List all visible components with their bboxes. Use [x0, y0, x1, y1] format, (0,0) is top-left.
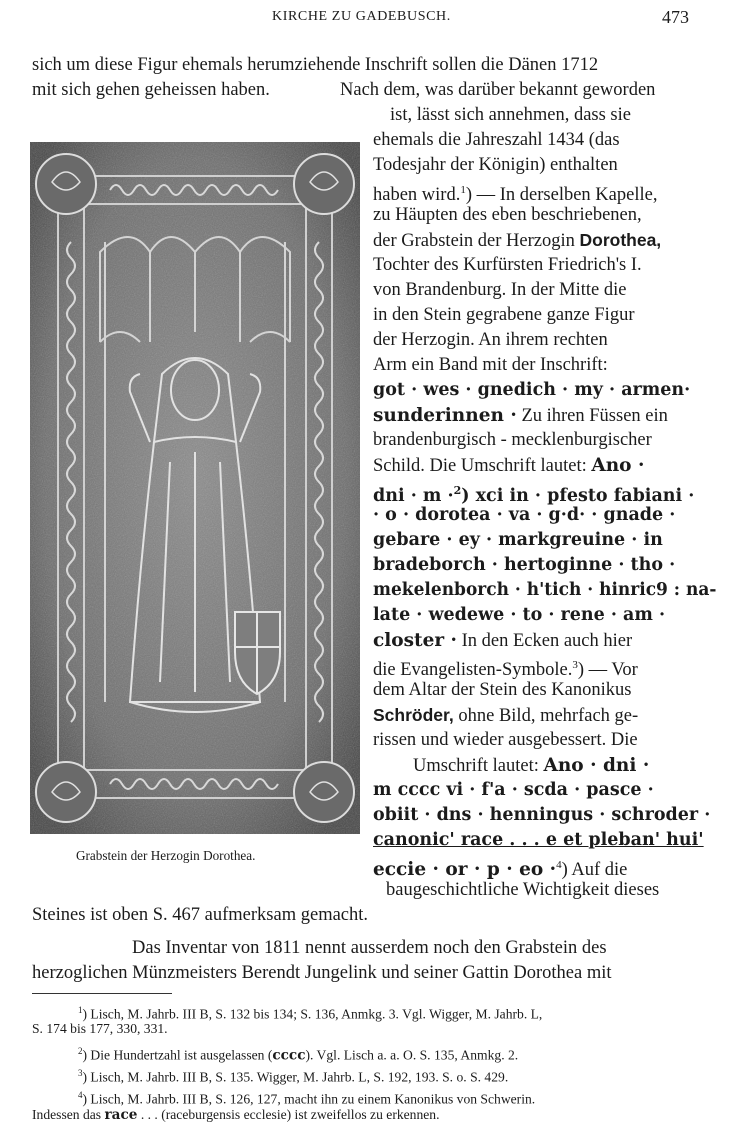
body-line: von Brandenburg. In der Mitte die [373, 280, 627, 300]
body-line: sich um diese Figur ehemals herumziehende Inschrift sollen die Dänen 1712 [32, 55, 599, 75]
body-line: Todesjahr der Königin) enthalten [373, 155, 618, 175]
body-line: baugeschichtliche Wichtigkeit dieses [386, 880, 660, 900]
body-line: herzoglichen Münzmeisters Berendt Jungelink und seiner Gattin Dorothea mit [32, 963, 612, 983]
footnote-rule [32, 993, 172, 994]
gothic-inscription-line: · o · dorotea · va · g·d· · gnade · [373, 505, 676, 525]
body-line: Arm ein Band mit der Inschrift: [373, 355, 608, 375]
footnote-4: $^4$) Lisch, M. Jahrb. III B, S. 126, 127, macht ihn zu einem Kanonikus von Schwerin. [78, 1090, 536, 1107]
body-line: closter · In den Ecken auch hier [373, 630, 633, 651]
body-line: ist, lässt sich annehmen, dass sie [390, 105, 631, 125]
body-line: zu Häupten des eben beschriebenen, [373, 205, 642, 225]
body-line: Nach dem, was darüber bekannt geworden [340, 80, 656, 100]
body-line: ehemals die Jahreszahl 1434 (das [373, 130, 620, 150]
footnote-1: $^1$) Lisch, M. Jahrb. III B, S. 132 bis 134; S. 136, Anmkg. 3. Vgl. Wigger, M. Jahrb. L, [78, 1005, 543, 1022]
body-line: haben wird.$^1$) — In derselben Kapelle, [373, 184, 658, 206]
body-line: sunderinnen · Zu ihren Füssen ein [373, 405, 668, 426]
gothic-inscription-line: obiit · dns · henningus · schroder · [373, 805, 711, 825]
gothic-inscription-line: gebare · ey · markgreuine · in [373, 530, 663, 550]
page-number: 473 [662, 7, 689, 27]
footnote-2: $^2$) Die Hundertzahl ist ausgelassen (cccc). Vgl. Lisch a. a. O. S. 135, Anmkg. 2. [78, 1046, 519, 1064]
body-line: dem Altar der Stein des Kanonikus [373, 680, 632, 700]
body-line: Schröder, ohne Bild, mehrfach ge- [373, 705, 639, 726]
body-line: mit sich gehen geheissen haben. [32, 80, 270, 100]
body-line: der Grabstein der Herzogin Dorothea, [373, 230, 662, 251]
body-line: die Evangelisten-Symbole.$^3$) — Vor [373, 659, 638, 681]
body-line: rissen und wieder ausgebessert. Die [373, 730, 638, 750]
body-line: Tochter des Kurfürsten Friedrich's I. [373, 255, 642, 275]
name-dorothea: Dorothea, [579, 230, 662, 250]
footnote-1-cont: S. 174 bis 177, 330, 331. [32, 1021, 168, 1036]
body-line: Umschrift lautet: Ano · dni · [413, 755, 650, 776]
gothic-inscription-line: dni · m ·$^2$) xci in · pfesto fabiani · [373, 484, 695, 506]
gothic-inscription-line: m cccc vi · f'a · scda · pasce · [373, 780, 654, 800]
body-line: Das Inventar von 1811 nennt ausserdem noch den Grabstein des [132, 938, 607, 958]
name-schroeder: Schröder, [373, 705, 454, 725]
gravestone-photo [30, 142, 360, 834]
body-line: eccie · or · p · eo ·$^4$) Auf die [373, 859, 628, 881]
gothic-inscription-line: bradeborch · hertoginne · tho · [373, 555, 676, 575]
gothic-inscription-line: late · wedewe · to · rene · am · [373, 605, 666, 625]
gothic-inscription-line: mekelenborch · h'tich · hinric9 : na- [373, 580, 717, 600]
footnote-3: $^3$) Lisch, M. Jahrb. III B, S. 135. Wigger, M. Jahrb. L, S. 192, 193. S. o. S. 429. [78, 1068, 509, 1085]
figure-caption: Grabstein der Herzogin Dorothea. [76, 848, 256, 863]
body-line: der Herzogin. An ihrem rechten [373, 330, 608, 350]
gothic-inscription-line: got · wes · gnedich · my · armen· [373, 380, 691, 400]
footnote-4-cont: Indessen das race . . . (raceburgensis ecclesie) ist zweifellos zu erkennen. [32, 1107, 440, 1123]
body-line: brandenburgisch - mecklenburgischer [373, 430, 652, 450]
body-line: in den Stein gegrabene ganze Figur [373, 305, 635, 325]
running-title: KIRCHE ZU GADEBUSCH. [272, 9, 451, 24]
body-line: Schild. Die Umschrift lautet: Ano · [373, 455, 645, 476]
body-line: Steines ist oben S. 467 aufmerksam gemacht. [32, 905, 369, 925]
gothic-inscription-line: canonic' race . . . e et pleban' hui' [373, 830, 704, 850]
